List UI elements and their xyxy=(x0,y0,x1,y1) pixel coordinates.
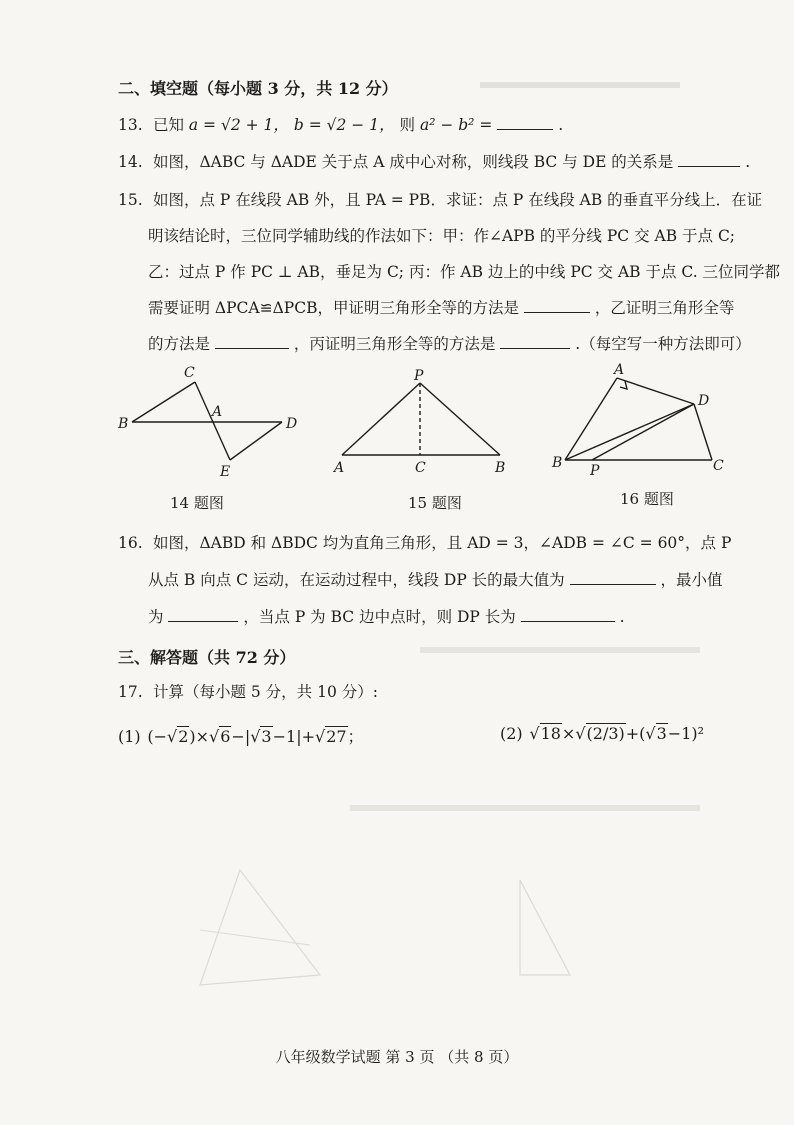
q14-end: . xyxy=(745,153,751,171)
q17-part-2 xyxy=(500,724,704,743)
q16-line2-post: ，最小值 xyxy=(660,571,723,589)
q16-number: 16. xyxy=(118,534,143,552)
q13-expr: a² − b² = xyxy=(419,116,493,134)
figure-16 xyxy=(0,0,794,520)
q15-line5-post: .（每空写一种方法即可） xyxy=(575,335,751,353)
q15-line1: 如图，点 P 在线段 AB 外，且 PA = PB．求证：点 P 在线段 AB 的垂直平分线上．在证 xyxy=(152,191,763,209)
f14-label-e: E xyxy=(220,464,231,480)
f16-label-p: P xyxy=(590,463,600,479)
question-16-line-1 xyxy=(118,531,731,553)
q16-line2-pre: 从点 B 向点 C 运动，在运动过程中，线段 DP 长的最大值为 xyxy=(148,571,565,589)
f15-label-c: C xyxy=(415,460,426,476)
f16-label-b: B xyxy=(552,455,563,471)
q17-p1-formula: (−√2)×√6−|√3−1|+√27； xyxy=(145,727,364,746)
f14-label-c: C xyxy=(184,365,195,381)
f15-label-p: P xyxy=(414,368,424,384)
q16-blank-midpoint[interactable] xyxy=(521,607,615,622)
q16-line3-mid: ，当点 P 为 BC 边中点时，则 DP 长为 xyxy=(243,608,516,626)
q15-line5-mid: ，丙证明三角形全等的方法是 xyxy=(293,335,496,353)
q13-number: 13. xyxy=(118,116,143,134)
question-16-line-3 xyxy=(148,605,625,627)
q14-text: 如图，ΔABC 与 ΔADE 关于点 A 成中心对称，则线段 BC 与 DE 的关系是 xyxy=(152,153,674,171)
q13-b-eq: b = √2 − 1， xyxy=(293,116,395,134)
page-footer: 八年级数学试题 第 3 页 （共 8 页） xyxy=(275,1048,519,1066)
section-3-heading: 三、解答题（共 72 分） xyxy=(118,648,296,667)
q17-p2-label: (2) xyxy=(500,724,523,743)
q17-p2-formula: √18×√(2/3)+(√3−1)² xyxy=(527,724,705,743)
q13-then: 则 xyxy=(399,116,416,134)
q16-blank-min[interactable] xyxy=(168,607,238,622)
q16-blank-max[interactable] xyxy=(570,570,656,585)
f14-caption: 14 题图 xyxy=(170,494,224,512)
q14-number: 14. xyxy=(118,153,143,171)
question-16-line-2 xyxy=(148,568,723,590)
f16-caption: 16 题图 xyxy=(620,490,674,508)
f16-label-c: C xyxy=(713,458,724,474)
q16-line3-pre: 为 xyxy=(148,608,164,626)
q15-line4-pre: 需要证明 ΔPCA≌ΔPCB，甲证明三角形全等的方法是 xyxy=(148,299,519,317)
f14-label-d: D xyxy=(286,416,298,432)
f15-caption: 15 题图 xyxy=(408,494,462,512)
q15-line5-pre: 的方法是 xyxy=(148,335,211,353)
q16-line3-post: . xyxy=(619,608,625,626)
q16-line1: 如图，ΔABD 和 ΔBDC 均为直角三角形，且 AD = 3，∠ADB = ∠C = 60°，点 P xyxy=(152,534,732,552)
f15-label-a: A xyxy=(334,460,345,476)
f14-label-b: B xyxy=(118,416,129,432)
f16-label-d: D xyxy=(698,393,710,409)
f16-label-a: A xyxy=(614,362,625,378)
q17-title: 计算（每小题 5 分，共 10 分）: xyxy=(152,683,378,701)
section-2-heading: 二、填空题（每小题 3 分，共 12 分） xyxy=(118,79,398,98)
q13-a-eq: a = √2 + 1， xyxy=(188,116,289,134)
q17-number: 17. xyxy=(118,683,143,701)
q15-line3: 乙：过点 P 作 PC ⊥ AB，垂足为 C; 丙：作 AB 边上的中线 PC 交 AB 于点 C. 三位同学都 xyxy=(148,263,781,281)
q13-pre: 已知 xyxy=(152,116,184,134)
f14-label-a: A xyxy=(212,404,223,420)
q17-part-1 xyxy=(118,724,364,747)
question-17 xyxy=(118,680,378,702)
q13-end: . xyxy=(558,116,564,134)
q15-line4-post: ，乙证明三角形全等 xyxy=(594,299,735,317)
q15-number: 15. xyxy=(118,191,143,209)
f15-label-b: B xyxy=(495,460,506,476)
q17-p1-label: (1) xyxy=(118,727,141,746)
q15-line2: 明该结论时，三位同学辅助线的作法如下：甲：作∠APB 的平分线 PC 交 AB 于点 C; xyxy=(148,227,736,245)
